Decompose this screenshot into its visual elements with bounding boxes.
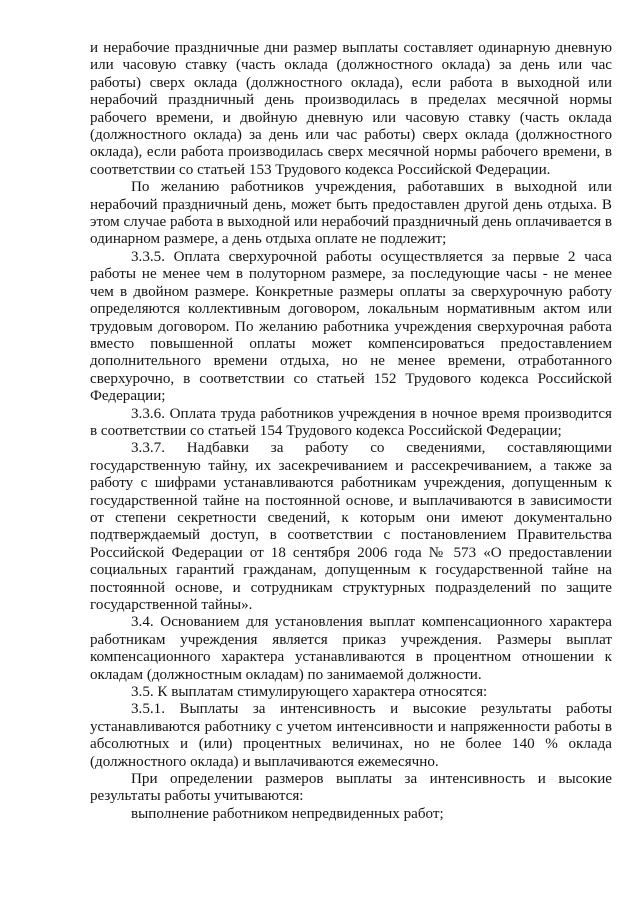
paragraph-3-3-6-night-work: 3.3.6. Оплата труда работников учреждения в ночное время производится в соответствии со статьей 154 Трудового кодекса Российской Федерации;: [90, 405, 612, 439]
paragraph-3-4-compensation-basis: 3.4. Основанием для установления выплат компенсационного характера работникам учреждения является приказ учреждения. Размеры выплат компенсационного характера устанавливаются в процентном отношении к окладам (должностным окладам) по занимаемой должности.: [90, 614, 612, 683]
paragraph-intensity-criteria: При определении размеров выплаты за интенсивность и высокие результаты работы учитываются:: [90, 771, 612, 805]
paragraph-day-off-option: По желанию работников учреждения, работавших в выходной или нерабочий праздничный день, может быть предоставлен другой день отдыха. В этом случае работа в выходной или нерабочий праздничный день оплачивается в одинарном размере, а день отдыха оплате не подлежит;: [90, 179, 612, 248]
paragraph-3-3-5-overtime: 3.3.5. Оплата сверхурочной работы осуществляется за первые 2 часа работы не менее чем в полуторном размере, за последующие часы - не менее чем в двойном размере. Конкретные размеры оплаты за сверхурочную работу определяются коллективным договором, локальным нормативным актом или трудовым договором. По желанию работника учреждения сверхурочная работа вместо повышенной оплаты может компенсироваться предоставлением дополнительного времени отдыха, но не менее времени, отработанного сверхурочно, в соответствии со статьей 152 Трудового кодекса Российской Федерации;: [90, 248, 612, 405]
paragraph-3-3-7-state-secret: 3.3.7. Надбавки за работу со сведениями, составляющими государственную тайну, их засекречиванием и рассекречиванием, а также за работу с шифрами устанавливаются работникам учреждения, допущенным к государственной тайне на постоянной основе, и выплачиваются в зависимости от степени секретности сведений, к которым они имеют документально подтверждаемый доступ, в соответствии с постановлением Правительства Российской Федерации от 18 сентября 2006 года № 573 «О предоставлении социальных гарантий гражданам, допущенным к государственной тайне на постоянной основе, и сотрудникам структурных подразделений по защите государственной тайны».: [90, 440, 612, 613]
document-body: [90, 40, 612, 823]
paragraph-unforeseen-work: выполнение работником непредвиденных работ;: [131, 805, 444, 822]
paragraph-3-5-1-intensity-payments: 3.5.1. Выплаты за интенсивность и высокие результаты работы устанавливаются работнику с учетом интенсивности и напряженности работы в абсолютных и (или) процентных величинах, но не более 140 % оклада (должностного оклада) и выплачиваются ежемесячно.: [90, 701, 612, 770]
paragraph-3-5-incentive-payments: 3.5. К выплатам стимулирующего характера относятся:: [131, 684, 488, 701]
paragraph-holiday-pay-continuation: и нерабочие праздничные дни размер выплаты составляет одинарную дневную или часовую ставку (часть оклада (должностного оклада) за день или час работы) сверх оклада (должностного оклада), если работа в выходной или нерабочий праздничный день производилась в пределах месячной нормы рабочего времени, и двойную дневную или часовую ставку (часть оклада (должностного оклада) за день или час работы) сверх оклада (должностного оклада), если работа производилась сверх месячной нормы рабочего времени, в соответствии со статьей 153 Трудового кодекса Российской Федерации.: [90, 40, 612, 178]
